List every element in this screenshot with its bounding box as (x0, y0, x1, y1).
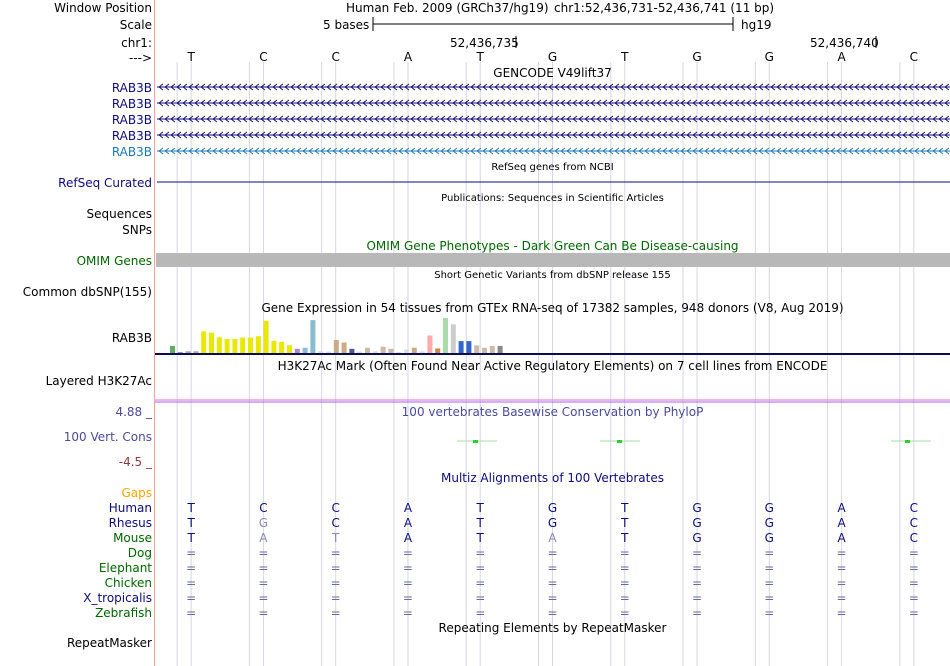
gtex-tissue-bar (295, 349, 300, 353)
gtex-tissue-bar (459, 341, 464, 353)
gtex-tissue-bar (287, 345, 292, 353)
alignment-base: = (402, 576, 413, 590)
alignment-base: A (837, 516, 846, 530)
omim-track-label[interactable]: OMIM Genes (76, 254, 152, 268)
alignment-base: = (402, 591, 413, 605)
alignment-base: C (331, 501, 340, 515)
multiz-title: Multiz Alignments of 100 Vertebrates (440, 471, 665, 485)
alignment-base: = (402, 606, 413, 620)
alignment-base: = (836, 561, 847, 575)
alignment-base: = (330, 606, 341, 620)
omim-gene-block (156, 253, 950, 267)
gtex-tissue-bar (225, 339, 230, 353)
gtex-tissue-bar (240, 338, 245, 353)
alignment-base: T (332, 531, 340, 545)
alignment-base: G (692, 531, 702, 545)
conservation-score-mark (473, 440, 478, 443)
h3k27ac-title: H3K27Ac Mark (Often Found Near Active Regulatory Elements) on 7 cell lines from ENCODE (277, 359, 828, 373)
alignment-base: G (547, 516, 558, 530)
gtex-tissue-bar (388, 349, 393, 353)
alignment-base: = (764, 546, 775, 560)
gtex-tissue-bar (248, 338, 253, 353)
scale-label: Scale (119, 18, 152, 32)
publications-title: Publications: Sequences in Scientific Articles (441, 193, 664, 204)
alignment-base: = (475, 591, 486, 605)
alignment-base: C (331, 516, 340, 530)
species-label-x_tropicalis[interactable]: X_tropicalis (83, 591, 152, 605)
repeatmasker-title: Repeating Elements by RepeatMasker (438, 621, 667, 635)
alignment-base: = (836, 546, 847, 560)
gene-label-rab3b[interactable]: RAB3B (111, 145, 152, 159)
conservation-score-mark (617, 440, 622, 443)
alignment-base: = (619, 591, 630, 605)
gtex-tissue-bar (209, 333, 214, 353)
gtex-tissue-bar (318, 351, 323, 353)
gtex-tissue-bar (482, 348, 487, 353)
alignment-base: C (909, 516, 919, 530)
reference-base: G (764, 50, 774, 64)
conservation-track-label[interactable]: 100 Vert. Cons (63, 430, 152, 444)
omim-title: OMIM Gene Phenotypes - Dark Green Can Be Disease-causing (366, 239, 739, 253)
repeatmasker-track-label[interactable]: RepeatMasker (66, 636, 152, 650)
reference-base: T (621, 50, 629, 64)
dbsnp-title: Short Genetic Variants from dbSNP release 155 (434, 270, 671, 281)
alignment-base: G (764, 516, 774, 530)
gtex-tissue-bar (178, 352, 183, 353)
gtex-tissue-bar (303, 348, 308, 353)
alignment-base: = (692, 576, 703, 590)
alignment-base: G (547, 501, 558, 515)
alignment-base: G (764, 501, 774, 515)
alignment-base: = (258, 606, 269, 620)
alignment-base: A (259, 531, 268, 545)
alignment-base: = (836, 606, 847, 620)
alignment-base: = (908, 561, 919, 575)
alignment-base: = (692, 561, 703, 575)
species-label-dog[interactable]: Dog (127, 546, 152, 560)
alignment-base: = (258, 576, 269, 590)
gtex-tissue-bar (420, 351, 425, 353)
alignment-base: T (476, 516, 484, 530)
alignment-base: C (909, 501, 919, 515)
alignment-base: T (621, 531, 629, 545)
species-label-mouse[interactable]: Mouse (113, 531, 152, 545)
position-tick-label: 52,436,735 (450, 36, 519, 50)
gtex-tissue-bar (498, 346, 503, 353)
gtex-tissue-bar (427, 336, 432, 354)
reference-base: T (187, 50, 195, 64)
alignment-base: = (764, 591, 775, 605)
alignment-base: = (619, 561, 630, 575)
gtex-tissue-bar (381, 347, 386, 353)
alignment-base: T (187, 501, 195, 515)
gtex-tissue-bar (279, 342, 284, 353)
alignment-base: = (692, 591, 703, 605)
alignment-base: = (402, 546, 413, 560)
alignment-base: = (908, 546, 919, 560)
conservation-max-label: 4.88 _ (115, 405, 152, 419)
gtex-track-label[interactable]: RAB3B (111, 331, 152, 345)
gtex-title: Gene Expression in 54 tissues from GTEx RNA-seq of 17382 samples, 948 donors (V8, Aug 2019) (261, 301, 844, 315)
alignment-base: A (403, 501, 413, 515)
gtex-tissue-bar (412, 348, 417, 353)
alignment-base: = (258, 561, 269, 575)
alignment-base: = (186, 561, 197, 575)
alignment-base: = (908, 591, 919, 605)
gtex-tissue-bar (271, 341, 276, 353)
gtex-tissue-bar (365, 348, 370, 353)
alignment-base: = (475, 561, 486, 575)
db-text: hg19 (741, 18, 772, 32)
alignment-base: G (258, 516, 269, 530)
gtex-tissue-bar (435, 348, 440, 353)
alignment-base: A (837, 501, 846, 515)
alignment-base: = (836, 591, 847, 605)
gtex-tissue-bar (334, 340, 339, 353)
species-label-rhesus[interactable]: Rhesus (108, 516, 152, 530)
alignment-base: T (476, 531, 484, 545)
publications-sequences-label[interactable]: Sequences (86, 207, 152, 221)
alignment-base: = (692, 606, 703, 620)
gtex-tissue-bar (217, 337, 222, 353)
gencode-title: GENCODE V49lift37 (493, 66, 612, 80)
alignment-base: = (547, 591, 558, 605)
alignment-base: = (258, 591, 269, 605)
publications-snps-label[interactable]: SNPs (122, 223, 152, 237)
gtex-tissue-bar (201, 331, 206, 353)
alignment-base: C (909, 531, 919, 545)
alignment-base: = (908, 606, 919, 620)
alignment-base: = (836, 576, 847, 590)
gtex-tissue-bar (264, 321, 269, 353)
conservation-min-label: -4.5 _ (118, 455, 152, 469)
gtex-tissue-bar (342, 343, 347, 354)
alignment-base: = (186, 576, 197, 590)
alignment-base: = (764, 576, 775, 590)
gtex-tissue-bar (186, 351, 191, 353)
range-text: chr1:52,436,731-52,436,741 (11 bp) (554, 1, 775, 15)
multiz-gaps-label[interactable]: Gaps (121, 486, 152, 500)
alignment-base: G (692, 501, 702, 515)
alignment-base: T (476, 501, 484, 515)
alignment-base: = (547, 561, 558, 575)
alignment-base: = (186, 591, 197, 605)
gtex-tissue-bar (451, 324, 456, 353)
alignment-base: = (330, 546, 341, 560)
gtex-tissue-bar (349, 349, 354, 353)
chrom-label: chr1: (121, 36, 152, 50)
alignment-base: = (619, 576, 630, 590)
species-label-zebrafish[interactable]: Zebrafish (95, 606, 152, 620)
gtex-tissue-bar (373, 351, 378, 353)
alignment-base: = (330, 576, 341, 590)
gtex-tissue-bar (256, 336, 261, 353)
alignment-base: = (764, 561, 775, 575)
gene-label-rab3b[interactable]: RAB3B (111, 97, 152, 111)
h3k27ac-track-label[interactable]: Layered H3K27Ac (45, 374, 152, 388)
alignment-base: C (259, 501, 268, 515)
alignment-base: A (837, 531, 846, 545)
alignment-base: = (402, 561, 413, 575)
gene-label-rab3b[interactable]: RAB3B (111, 113, 152, 127)
alignment-base: A (548, 531, 557, 545)
reference-base: A (837, 50, 846, 64)
alignment-base: A (403, 531, 413, 545)
reference-base: T (476, 50, 484, 64)
alignment-base: = (547, 576, 558, 590)
alignment-base: = (330, 591, 341, 605)
scale-text: 5 bases (323, 18, 370, 32)
window-position-label: Window Position (54, 1, 152, 15)
species-label-elephant[interactable]: Elephant (98, 561, 152, 575)
alignment-base: T (187, 516, 195, 530)
alignment-base: = (619, 546, 630, 560)
alignment-base: = (547, 546, 558, 560)
gtex-tissue-bar (357, 352, 362, 353)
alignment-base: = (619, 606, 630, 620)
position-tick-label: 52,436,740 (810, 36, 879, 50)
strand-label[interactable]: ---> (128, 51, 152, 65)
gtex-tissue-bar (193, 351, 198, 353)
gtex-tissue-bar (490, 346, 495, 353)
gtex-tissue-bar (310, 320, 315, 353)
alignment-base: = (258, 546, 269, 560)
alignment-base: = (764, 606, 775, 620)
gtex-tissue-bar (443, 318, 448, 353)
gtex-tissue-bar (474, 345, 479, 353)
alignment-base: = (186, 606, 197, 620)
alignment-base: = (475, 576, 486, 590)
gtex-tissue-bar (396, 352, 401, 353)
alignment-base: = (692, 546, 703, 560)
conservation-score-mark (905, 440, 910, 443)
alignment-base: T (621, 516, 629, 530)
alignment-base: G (764, 531, 774, 545)
reference-base: C (259, 50, 268, 64)
reference-base: C (909, 50, 919, 64)
alignment-base: T (187, 531, 195, 545)
alignment-base: = (547, 606, 558, 620)
refseq-title: RefSeq genes from NCBI (491, 162, 614, 173)
reference-base: G (547, 50, 558, 64)
gtex-tissue-bar (404, 350, 409, 354)
gtex-tissue-bar (232, 339, 237, 353)
alignment-base: = (475, 606, 486, 620)
gtex-tissue-bar (326, 352, 331, 353)
gtex-tissue-bar (170, 346, 175, 353)
gtex-tissue-bar (466, 341, 471, 353)
alignment-base: = (330, 561, 341, 575)
assembly-text: Human Feb. 2009 (GRCh37/hg19) (346, 1, 549, 15)
reference-base: G (692, 50, 702, 64)
alignment-base: T (621, 501, 629, 515)
alignment-base: A (403, 516, 413, 530)
alignment-base: = (475, 546, 486, 560)
reference-base: C (331, 50, 340, 64)
alignment-base: = (186, 546, 197, 560)
gene-label-rab3b[interactable]: RAB3B (111, 81, 152, 95)
alignment-base: = (908, 576, 919, 590)
dbsnp-track-label[interactable]: Common dbSNP(155) (22, 285, 152, 299)
species-label-human[interactable]: Human (108, 501, 152, 515)
gene-label-rab3b[interactable]: RAB3B (111, 129, 152, 143)
alignment-base: G (692, 516, 702, 530)
reference-base: A (403, 50, 413, 64)
species-label-chicken[interactable]: Chicken (104, 576, 152, 590)
refseq-track-label[interactable]: RefSeq Curated (58, 176, 152, 190)
conservation-title: 100 vertebrates Basewise Conservation by PhyloP (401, 405, 704, 419)
